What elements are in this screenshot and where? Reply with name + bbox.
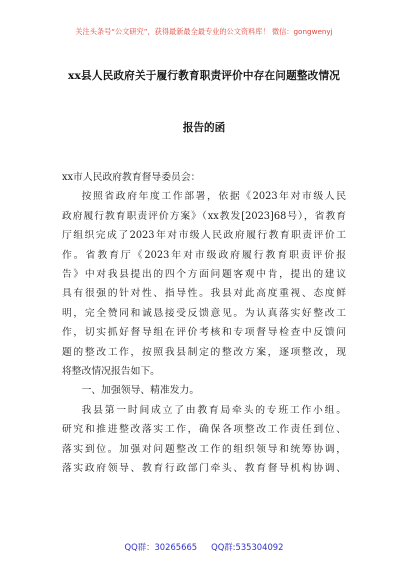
paragraph-line: 明，完全赞同和诚恳接受反馈意见。为认真落实好整改工 xyxy=(62,307,346,319)
section-heading: 一、加强领导、精准发力。 xyxy=(81,385,200,397)
footer-qq-group-2: QQ群:535304092 xyxy=(211,542,284,552)
paragraph-line: 告》中对我县提出的四个方面问题客观中肯，提出的建议 xyxy=(62,269,346,281)
paragraph-line: 研究和推进整改落实工作，确保各项整改工作责任到位、 xyxy=(62,424,346,436)
paragraph-line: 厅组织完成了2023年对市级人民政府履行教育职责评价工 xyxy=(62,230,346,242)
paragraph-line: 落实到位。加强对问题整改工作的组织领导和统筹协调， xyxy=(62,443,346,455)
paragraph-line: 将整改情况报告如下。 xyxy=(62,366,160,378)
paragraph-line: 具有很强的针对性、指导性。我县对此高度重视、态度鲜 xyxy=(62,288,346,300)
header-banner: 关注头条号“公文研究”，获得最新最全最专业的公文资料库！ 微信：gongwenyj xyxy=(75,27,333,36)
paragraph-line: 落实政府领导、教育行政部门牵头、教育督导机构协调、 xyxy=(62,463,346,475)
salutation: xx市人民政府教育督导委员会： xyxy=(62,172,201,183)
paragraph-line: 按照省政府年度工作部署，依据《2023年对市级人民 xyxy=(81,191,346,203)
footer-contact xyxy=(0,541,408,553)
paragraph-line: 题的整改工作，按照我县制定的整改方案，逐项整改，现 xyxy=(62,346,346,358)
paragraph-line: 政府履行教育职责评价方案》（xx教发[2023]68号），省教育 xyxy=(62,210,346,222)
footer-qq-group-1: QQ群：30265665 xyxy=(124,542,198,552)
document-title: xx县人民政府关于履行教育职责评价中存在问题整改情况 xyxy=(67,70,341,82)
document-body xyxy=(62,168,346,479)
paragraph-line: 作，切实抓好督导组在评价考核和专项督导检查中反馈问 xyxy=(62,327,346,339)
document-title-continued: 报告的函 xyxy=(182,122,226,134)
paragraph-line: 作。省教育厅《2023年对市级政府履行教育职责评价报 xyxy=(62,249,346,261)
paragraph-line: 我县第一时间成立了由教育局牵头的专班工作小组。 xyxy=(81,404,346,416)
